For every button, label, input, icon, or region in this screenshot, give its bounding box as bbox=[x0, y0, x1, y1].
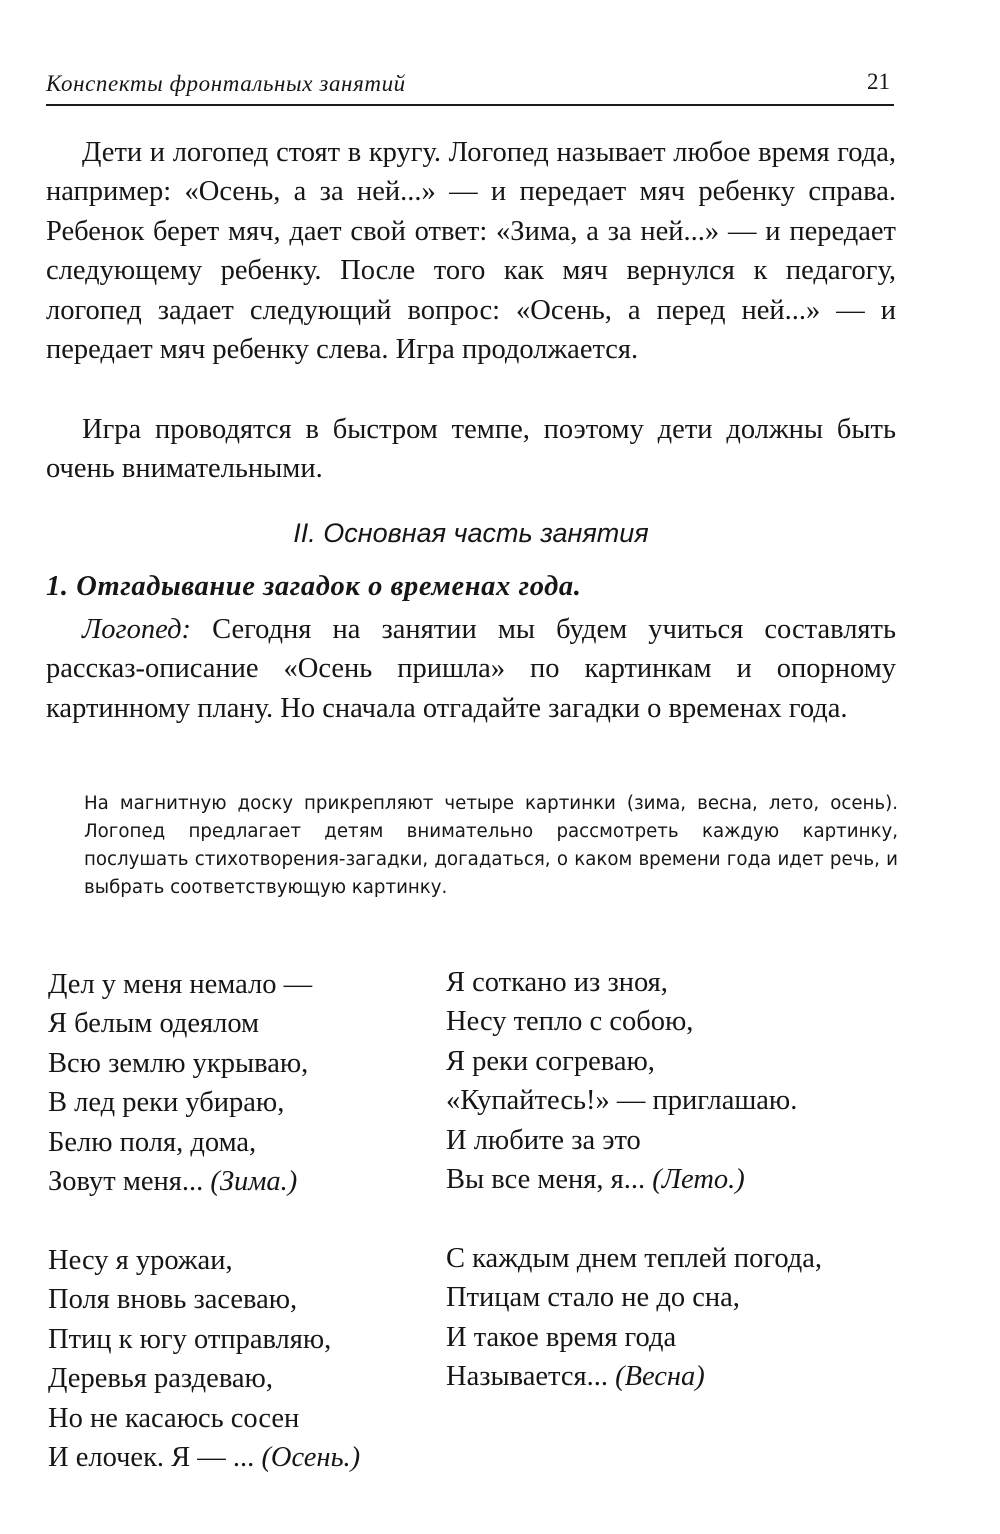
riddle-line: Птиц к югу отправляю, bbox=[48, 1323, 332, 1355]
riddle-spring bbox=[446, 1239, 822, 1397]
riddle-line-text: И елочек. Я — ... bbox=[48, 1442, 262, 1474]
riddle-line: Белю поля, дома, bbox=[48, 1126, 257, 1158]
riddle-line-text: Зовут меня... bbox=[48, 1166, 211, 1198]
riddle-line: Несу я урожаи, bbox=[48, 1245, 233, 1276]
riddle-line: Я соткано из зноя, bbox=[446, 967, 668, 998]
riddle-winter bbox=[48, 965, 312, 1201]
riddle-answer: (Лето.) bbox=[652, 1164, 745, 1196]
riddle-line: Дел у меня немало — bbox=[48, 969, 313, 1000]
paragraph-game-rules: Дети и логопед стоят в кругу. Логопед называет любое время года, например: «Осень, а за ней...» — и передает мяч ребенку справа. Ребенок берет мяч, дает свой ответ: «Зима, а за ней...» — и передает следующему ребенку. После того как мяч вернулся к педагогу, логопед задает следующий вопрос: «Осень, а перед ней...» — и передает мяч ребенку слева. Игра продолжается. bbox=[46, 137, 896, 366]
riddle-line: Деревья раздеваю, bbox=[48, 1363, 273, 1395]
stage-direction-note: На магнитную доску прикрепляют четыре картинки (зима, весна, лето, осень). Логопед предлагает детям внимательно рассмотреть каждую картинку, послушать стихотворения-загадки, догадаться, о каком времени года идет речь, и выбрать соответствующую картинку. bbox=[84, 793, 898, 898]
riddle-line-text: Вы все меня, я... bbox=[446, 1164, 653, 1196]
section-heading: II. Основная часть занятия bbox=[293, 518, 649, 548]
riddle-last-line bbox=[48, 1438, 360, 1477]
riddle-last-line bbox=[446, 1357, 822, 1396]
riddle-line: Всю землю укрываю, bbox=[48, 1047, 309, 1079]
running-header bbox=[46, 68, 894, 106]
running-title: Конспекты фронтальных занятий bbox=[46, 71, 406, 96]
riddle-line: И такое время года bbox=[446, 1321, 677, 1353]
page-number: 21 bbox=[867, 69, 890, 94]
speech-paragraph bbox=[46, 610, 896, 728]
riddle-line: Птицам стало не до сна, bbox=[446, 1282, 740, 1314]
riddle-line: И любите за это bbox=[446, 1124, 641, 1156]
riddle-last-line bbox=[446, 1160, 797, 1199]
riddle-line-text: Называется... bbox=[446, 1361, 616, 1393]
riddle-line: Но не касаюсь сосен bbox=[48, 1402, 300, 1434]
riddle-last-line bbox=[48, 1162, 312, 1201]
riddle-answer: (Весна) bbox=[615, 1361, 705, 1393]
riddle-line: Поля вновь засеваю, bbox=[48, 1284, 298, 1316]
riddle-line: В лед реки убираю, bbox=[48, 1087, 285, 1119]
riddle-line: «Купайтесь!» — приглашаю. bbox=[446, 1085, 798, 1117]
speech-text: Сегодня на занятии мы будем учиться составлять рассказ-описание «Осень пришла» по картинкам и опорному картинному плану. Но сначала отгадайте загадки о временах года. bbox=[46, 614, 896, 724]
speaker-label: Логопед: bbox=[82, 614, 192, 645]
riddle-line: Я реки согреваю, bbox=[446, 1045, 655, 1077]
riddle-answer: (Зима.) bbox=[210, 1166, 298, 1198]
riddle-line: С каждым днем теплей погода, bbox=[446, 1243, 823, 1274]
paragraph-game-tempo: Игра проводятся в быстром темпе, поэтому дети должны быть очень внимательными. bbox=[46, 414, 896, 485]
riddle-line: Я белым одеялом bbox=[48, 1008, 260, 1040]
item-heading: 1. Отгадывание загадок о временах года. bbox=[46, 571, 582, 602]
riddle-autumn bbox=[48, 1241, 360, 1477]
riddle-summer bbox=[446, 963, 797, 1199]
riddle-answer: (Осень.) bbox=[261, 1442, 361, 1474]
riddle-line: Несу тепло с собою, bbox=[446, 1006, 694, 1038]
